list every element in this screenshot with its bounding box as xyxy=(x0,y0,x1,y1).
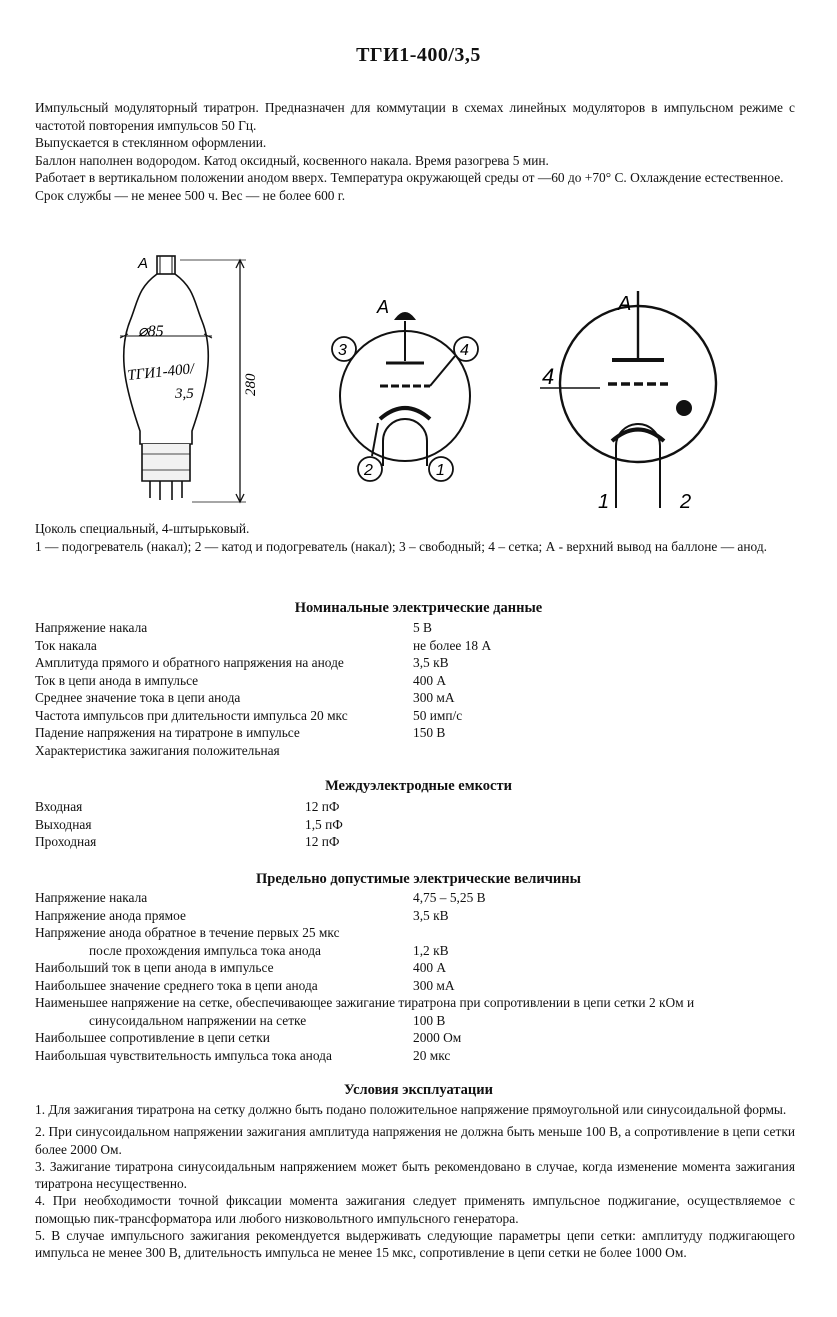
param-name: Ток накала xyxy=(35,637,97,653)
base-description xyxy=(35,520,795,555)
base-paragraph: Цоколь специальный, 4-штырьковый. xyxy=(35,521,250,536)
condition-item: 2. При синусоидальном напряжении зажигания амплитуда напряжения не должна быть меньше 100 В, а сопротивление в цепи сетки более 2000 Ом. xyxy=(35,1124,795,1157)
param-value: не более 18 А xyxy=(413,637,492,653)
param-row xyxy=(35,994,815,1012)
param-name: Наибольший ток в цепи анода в импульсе xyxy=(35,960,274,975)
param-row xyxy=(35,637,815,655)
intro-paragraph: Срок службы — не менее 500 ч. Вес — не более 600 г. xyxy=(35,187,346,203)
param-value: 300 мА xyxy=(413,690,455,705)
condition-item: 4. При необходимости точной фиксации момента зажигания следует применять импульсное поджигание, осуществляемое с помощью пик-трансформатора или любого низковольтного импульсного генератора. xyxy=(35,1193,795,1226)
param-name: Амплитуда прямого и обратного напряжения на аноде xyxy=(35,655,344,670)
tube-height-label: 280 xyxy=(243,373,259,396)
base-pin-label: 3 xyxy=(338,342,347,359)
param-row xyxy=(35,1029,815,1047)
param-row xyxy=(35,724,815,742)
param-value: 12 пФ xyxy=(305,834,340,849)
param-name: синусоидальном напряжении на сетке xyxy=(89,1012,307,1028)
param-name: Наибольшее значение среднего тока в цепи анода xyxy=(35,977,318,993)
param-row xyxy=(35,833,815,851)
param-value: 1,5 пФ xyxy=(305,816,343,832)
param-row xyxy=(35,654,815,672)
tube-anode-label: А xyxy=(138,255,149,272)
base-pin-label: 4 xyxy=(460,342,469,359)
param-name: Наибольшее сопротивление в цепи сетки xyxy=(35,1030,270,1045)
param-name: Напряжение анода обратное в течение первых 25 мкс xyxy=(35,925,340,940)
intro-text xyxy=(35,99,795,205)
param-row xyxy=(35,924,815,942)
param-value: 100 В xyxy=(413,1012,446,1028)
tube-marking-rating: 3,5 xyxy=(175,386,194,402)
schematic-pin-label: 1 xyxy=(598,491,610,513)
schematic-pin-label: 2 xyxy=(680,491,692,513)
param-row xyxy=(35,942,815,960)
param-name: Наибольшая чувствительность импульса тока анода xyxy=(35,1047,332,1063)
param-name: Напряжение накала xyxy=(35,890,148,905)
param-name: Характеристика зажигания положительная xyxy=(35,742,280,758)
param-row xyxy=(35,742,815,760)
schematic-anode-label: А xyxy=(618,293,632,315)
intro-paragraph: Работает в вертикальном положении анодом вверх. Температура окружающей среды от —60 до +70° С. Охлаждение естественное. xyxy=(35,170,784,186)
section-heading-nominal: Номинальные электрические данные xyxy=(294,600,543,616)
condition-item: 5. В случае импульсного зажигания рекомендуется выдерживать следующие параметры цепи сетки: амплитуду поджигающего импульса не менее 300 В, длительность импульса не менее 15 мкс, сопротивление в цепи сетки не более 1000 Ом. xyxy=(35,1228,795,1261)
param-row xyxy=(35,1047,815,1065)
param-value: 12 пФ xyxy=(305,799,340,814)
condition-item: 3. Зажигание тиратрона синусоидальным напряжением может быть рекомендовано в случае, когда изменение момента зажигания тиратрона несущественно. xyxy=(35,1158,795,1192)
param-name: Напряжение накала xyxy=(35,620,148,635)
param-value: 400 А xyxy=(413,672,447,688)
param-name: Частота импульсов при длительности импульса 20 мкс xyxy=(35,707,348,723)
base-pin-label: 2 xyxy=(364,462,373,479)
param-value: 150 В xyxy=(413,725,446,740)
param-row xyxy=(35,689,815,707)
param-value: 300 мА xyxy=(413,977,455,993)
intro-paragraph: Выпускается в стеклянном оформлении. xyxy=(35,135,267,151)
intro-paragraph: Импульсный модуляторный тиратрон. Предназначен для коммутации в схемах линейных модуляторов в импульсном режиме с частотой повторения импульсов 50 Гц. xyxy=(35,100,795,133)
param-value: 3,5 кВ xyxy=(413,655,449,670)
param-value: 3,5 кВ xyxy=(413,907,449,923)
param-name: Наименьшее напряжение на сетке, обеспечивающее зажигание тиратрона при сопротивлении в цепи сетки 2 кОм и xyxy=(35,995,695,1010)
section-heading-limits: Предельно допустимые электрические величины xyxy=(256,871,581,887)
base-pin-label: 1 xyxy=(436,462,445,479)
page-title: ТГИ1-400/3,5 xyxy=(356,44,481,66)
tube-diameter-label: ⌀85 xyxy=(138,323,164,340)
param-value: 1,2 кВ xyxy=(413,942,449,958)
param-name: Напряжение анода прямое xyxy=(35,907,186,923)
base-paragraph: 1 — подогреватель (накал); 2 — катод и подогреватель (накал); 3 – свободный; 4 – сетка; А - верхний вывод на баллоне — анод. xyxy=(35,538,768,554)
param-name: Падение напряжения на тиратроне в импульсе xyxy=(35,725,300,740)
param-row xyxy=(35,672,815,690)
param-row xyxy=(35,959,815,977)
param-row xyxy=(35,977,815,995)
param-value: 20 мкс xyxy=(413,1047,451,1063)
param-name: Выходная xyxy=(35,816,92,832)
param-name: Среднее значение тока в цепи анода xyxy=(35,690,241,705)
base-anode-label: А xyxy=(377,297,390,317)
tube-outline-drawing xyxy=(100,246,280,516)
base-pin-diagram xyxy=(330,291,480,541)
param-row xyxy=(35,889,815,907)
param-value: 2000 Ом xyxy=(413,1030,462,1045)
tube-marking: ТГИ1-400/ xyxy=(126,361,195,384)
nominal-params-table xyxy=(35,619,815,759)
condition-item: 1. Для зажигания тиратрона на сетку должно быть подано положительное напряжение прямоугольной или синусоидальной формы. xyxy=(35,1102,787,1117)
param-row xyxy=(35,1012,815,1030)
section-heading-conditions: Условия эксплуатации xyxy=(344,1082,493,1098)
param-value: 400 А xyxy=(413,960,447,975)
param-name: Проходная xyxy=(35,834,97,849)
param-value: 4,75 – 5,25 В xyxy=(413,890,486,905)
section-heading-capacitances: Междуэлектродные емкости xyxy=(325,778,512,794)
intro-paragraph: Баллон наполнен водородом. Катод оксидный, косвенного накала. Время разогрева 5 мин. xyxy=(35,152,549,168)
param-name: после прохождения импульса тока анода xyxy=(89,942,321,958)
param-row xyxy=(35,798,815,816)
param-value: 50 имп/с xyxy=(413,707,463,723)
param-row xyxy=(35,707,815,725)
conditions-list xyxy=(35,1101,795,1262)
param-value: 5 В xyxy=(413,620,432,635)
param-row xyxy=(35,907,815,925)
capacitance-table xyxy=(35,798,815,851)
tube-schematic-symbol xyxy=(530,246,730,516)
schematic-grid-label: 4 xyxy=(542,364,555,389)
param-name: Ток в цепи анода в импульсе xyxy=(35,672,199,688)
limits-table xyxy=(35,889,815,1064)
tube-figures xyxy=(100,246,730,516)
param-row xyxy=(35,619,815,637)
param-row xyxy=(35,816,815,834)
param-name: Входная xyxy=(35,799,83,814)
